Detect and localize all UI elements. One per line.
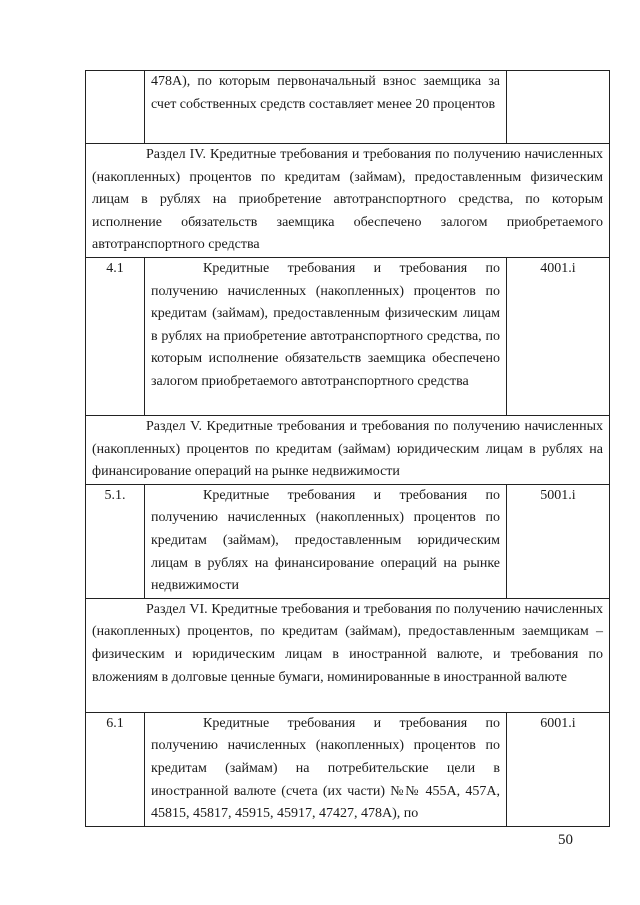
- row-number: [86, 71, 145, 144]
- row-code: 5001.i: [507, 484, 610, 598]
- table-row: [86, 257, 610, 415]
- row-number: 5.1.: [86, 484, 145, 598]
- row-number: 4.1: [86, 257, 145, 415]
- section-iv-heading: Раздел IV. Кредитные требования и требования по получению начисленных (накопленных) процентов по кредитам (займам), предоставленным физическим лицам в рублях на приобретение автотранспортного средства, по которым исполнение обязательств заемщика обеспечено залогом приобретаемого автотранспортного средства: [86, 144, 610, 258]
- table-row: [86, 484, 610, 598]
- row-description: Кредитные требования и требования по получению начисленных (накопленных) процентов по кредитам (займам), предоставленным физическим лицам в рублях на приобретение автотранспортного средства, по которым исполнение обязательств заемщика обеспечено залогом приобретаемого автотранспортного средства: [145, 257, 507, 415]
- page-number: 50: [558, 832, 573, 848]
- section-vi-heading: Раздел VI. Кредитные требования и требования по получению начисленных (накопленных) процентов, по кредитам (займам), предоставленным заемщикам – физическим и юридическим лицам в иностранной валюте, и требования по вложениям в долговые ценные бумаги, номинированные в иностранной валюте: [86, 598, 610, 712]
- section-v-heading: Раздел V. Кредитные требования и требования по получению начисленных (накопленных) процентов по кредитам (займам) юридическим лицам в рублях на финансирование операций на рынке недвижимости: [86, 415, 610, 484]
- section-header-row: [86, 415, 610, 484]
- section-header-row: [86, 598, 610, 712]
- table-row: [86, 712, 610, 826]
- row-code: 6001.i: [507, 712, 610, 826]
- row-code: 4001.i: [507, 257, 610, 415]
- row-code: [507, 71, 610, 144]
- requirements-table: [85, 70, 610, 827]
- row-number: 6.1: [86, 712, 145, 826]
- row-description: Кредитные требования и требования по получению начисленных (накопленных) процентов по кредитам (займам) на потребительские цели в иностранной валюте (счета (их части) №№ 455А, 457А, 45815, 45817, 45915, 45917, 47427, 478А), по: [145, 712, 507, 826]
- table-row: [86, 71, 610, 144]
- section-header-row: [86, 144, 610, 258]
- row-description: Кредитные требования и требования по получению начисленных (накопленных) процентов по кредитам (займам), предоставленным юридическим лицам в рублях на финансирование операций на рынке недвижимости: [145, 484, 507, 598]
- row-description: 478А), по которым первоначальный взнос заемщика за счет собственных средств составляет менее 20 процентов: [145, 71, 507, 144]
